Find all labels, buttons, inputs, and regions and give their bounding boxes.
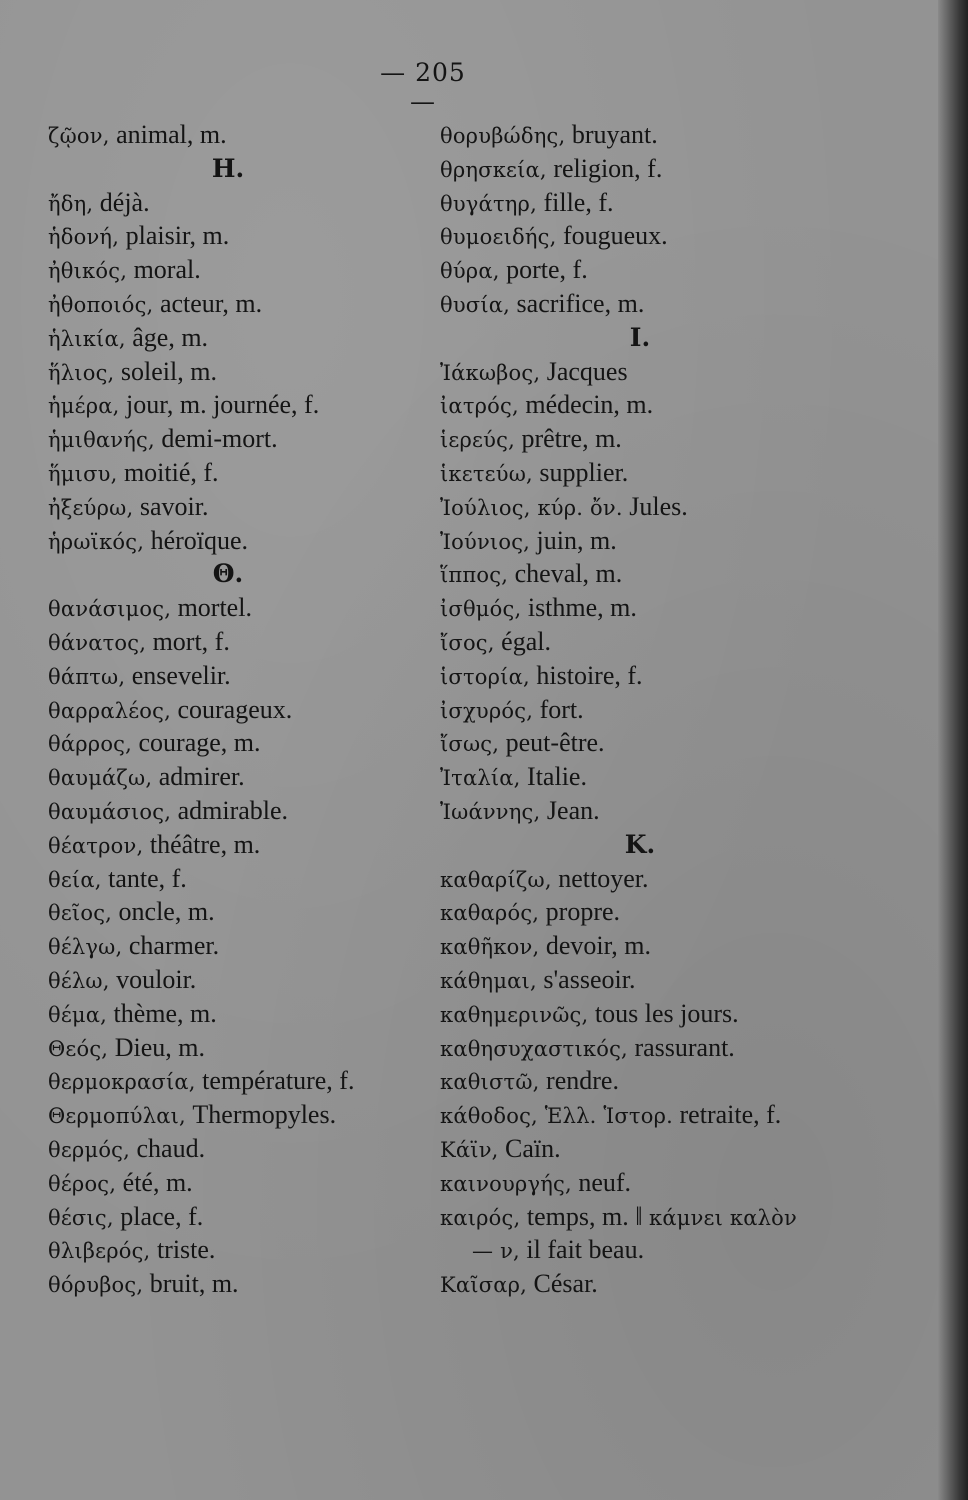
dictionary-entry bbox=[48, 355, 418, 389]
french-translation: médecin, m. bbox=[518, 390, 654, 420]
french-translation: devoir, m. bbox=[539, 931, 651, 961]
french-translation: Jacques bbox=[540, 356, 628, 386]
dictionary-entry bbox=[440, 219, 840, 253]
french-translation: Jules. bbox=[622, 491, 688, 521]
french-translation: rassurant. bbox=[627, 1032, 735, 1062]
dictionary-entry bbox=[440, 1200, 840, 1234]
greek-headword: ἠξεύρω, bbox=[48, 495, 134, 520]
greek-headword: θυσία, bbox=[440, 292, 511, 317]
french-translation: fille, f. bbox=[536, 187, 614, 217]
french-translation: histoire, f. bbox=[529, 660, 643, 690]
greek-headword: — ν, bbox=[472, 1239, 520, 1264]
dictionary-entry bbox=[48, 929, 418, 963]
dictionary-entry bbox=[48, 1166, 418, 1200]
dictionary-entry bbox=[48, 1064, 418, 1098]
french-translation: rendre. bbox=[539, 1066, 619, 1096]
dictionary-entry bbox=[48, 321, 418, 355]
dictionary-entry bbox=[440, 963, 840, 997]
french-translation: fougueux. bbox=[556, 221, 668, 251]
french-translation: s'asseoir. bbox=[536, 964, 636, 994]
greek-headword: ἴσος, bbox=[440, 630, 495, 655]
greek-headword: θάπτω, bbox=[48, 664, 126, 689]
greek-headword: καινουργής, bbox=[440, 1171, 572, 1196]
greek-headword: καθημερινῶς, bbox=[440, 1002, 589, 1027]
french-translation: Caïn. bbox=[498, 1133, 561, 1163]
french-translation: propre. bbox=[539, 897, 621, 927]
french-translation: plaisir, m. bbox=[119, 221, 230, 251]
french-translation: ensevelir. bbox=[125, 660, 231, 690]
french-translation: mortel. bbox=[171, 593, 252, 623]
french-translation: animal, m. bbox=[109, 120, 227, 149]
french-translation: soleil, m. bbox=[114, 356, 217, 386]
greek-headword: θερμοκρασία, bbox=[48, 1070, 196, 1095]
greek-headword: ἡδονή, bbox=[48, 225, 120, 250]
dictionary-entry bbox=[48, 997, 418, 1031]
dictionary-entry bbox=[48, 422, 418, 456]
french-translation: tante, f. bbox=[101, 863, 187, 893]
french-translation: vouloir. bbox=[109, 964, 197, 994]
dictionary-entry bbox=[440, 997, 840, 1031]
greek-headword: ἵππος, bbox=[440, 563, 509, 588]
french-translation: cheval, m. bbox=[508, 559, 623, 589]
french-translation: neuf. bbox=[571, 1167, 632, 1197]
dictionary-entry bbox=[440, 693, 840, 727]
french-translation: jour, m. journée, f. bbox=[119, 390, 320, 420]
dictionary-entry bbox=[440, 1166, 840, 1200]
french-translation: égal. bbox=[494, 626, 551, 656]
french-translation: tous les jours. bbox=[588, 998, 739, 1028]
french-translation: héroïque. bbox=[144, 525, 249, 555]
dictionary-entry bbox=[48, 591, 418, 625]
dictionary-entry bbox=[48, 388, 418, 422]
french-translation: acteur, m. bbox=[153, 288, 263, 318]
greek-headword: θαρραλέος, bbox=[48, 698, 171, 723]
greek-headword: ἱστορία, bbox=[440, 664, 530, 689]
french-translation: Jean. bbox=[540, 795, 600, 825]
greek-headword: θέσις, bbox=[48, 1205, 114, 1230]
greek-headword: καιρός, bbox=[440, 1205, 521, 1230]
dictionary-entry bbox=[440, 1098, 840, 1132]
french-translation: moral. bbox=[127, 255, 201, 285]
greek-headword: θυμοειδής, bbox=[440, 225, 557, 250]
greek-headword: θαυμάζω, bbox=[48, 766, 153, 791]
dictionary-entry bbox=[48, 760, 418, 794]
greek-headword: καθιστῶ, bbox=[440, 1070, 540, 1095]
greek-headword: θέλω, bbox=[48, 968, 110, 993]
french-translation: déjà. bbox=[93, 187, 150, 217]
greek-headword: Ἰάκωβος, bbox=[440, 360, 541, 385]
greek-headword: ἡμιθανής, bbox=[48, 428, 155, 453]
dictionary-entry bbox=[48, 118, 418, 152]
dictionary-entry bbox=[440, 490, 840, 524]
section-heading: Θ. bbox=[212, 559, 244, 589]
greek-headword: Ἰούνιος, bbox=[440, 529, 531, 554]
dictionary-entry bbox=[440, 726, 840, 760]
greek-headword: Ἰταλία, bbox=[440, 766, 521, 791]
french-translation: demi-mort. bbox=[154, 424, 278, 454]
greek-headword: Κάϊν, bbox=[440, 1137, 499, 1162]
greek-headword: ἴσως, bbox=[440, 732, 500, 757]
dictionary-entry bbox=[440, 287, 840, 321]
dictionary-entry bbox=[48, 253, 418, 287]
french-translation: triste. bbox=[150, 1235, 216, 1265]
greek-headword: θέρος, bbox=[48, 1171, 117, 1196]
dictionary-entry bbox=[48, 625, 418, 659]
greek-headword: θλιβερός, bbox=[48, 1239, 151, 1264]
dictionary-entry bbox=[48, 186, 418, 220]
french-translation: température, f. bbox=[195, 1066, 355, 1096]
dictionary-entry bbox=[48, 659, 418, 693]
dictionary-entry bbox=[440, 862, 840, 896]
french-translation: retraite, f. bbox=[673, 1100, 782, 1130]
right-column bbox=[440, 118, 840, 1301]
french-translation: admirer. bbox=[152, 762, 245, 792]
dictionary-entry bbox=[440, 794, 840, 828]
french-translation: nettoyer. bbox=[551, 863, 649, 893]
greek-headword: ἱκετεύω, bbox=[440, 461, 533, 486]
french-translation: porte, f. bbox=[499, 255, 588, 285]
dictionary-entry bbox=[440, 1031, 840, 1065]
greek-headword: κάθοδος, Ἑλλ. Ἱστορ. bbox=[440, 1104, 674, 1129]
greek-headword: Καῖσαρ, bbox=[440, 1273, 528, 1298]
french-translation: oncle, m. bbox=[112, 897, 215, 927]
dictionary-entry bbox=[48, 862, 418, 896]
greek-headword: θανάσιμος, bbox=[48, 597, 172, 622]
dictionary-entry bbox=[440, 929, 840, 963]
dictionary-entry bbox=[440, 253, 840, 287]
french-translation: théâtre, m. bbox=[143, 829, 261, 859]
dictionary-entry bbox=[440, 388, 840, 422]
french-translation: courageux. bbox=[170, 694, 293, 724]
french-translation: chaud. bbox=[130, 1133, 206, 1163]
greek-headword: καθαρός, bbox=[440, 901, 540, 926]
greek-headword: ἰσθμός, bbox=[440, 597, 522, 622]
greek-headword: Ἰωάννης, bbox=[440, 799, 541, 824]
dictionary-entry bbox=[440, 760, 840, 794]
french-translation: supplier. bbox=[532, 457, 629, 487]
greek-headword: ἡρωϊκός, bbox=[48, 529, 145, 554]
greek-headword: ἰσχυρός, bbox=[440, 698, 534, 723]
french-translation: religion, f. bbox=[546, 153, 663, 183]
french-translation: il fait beau. bbox=[519, 1235, 645, 1265]
greek-headword: θέλγω, bbox=[48, 935, 123, 960]
greek-phrase: κάμνει καλὸν bbox=[649, 1205, 797, 1230]
greek-headword: θόρυβος, bbox=[48, 1273, 144, 1298]
greek-headword: θυγάτηρ, bbox=[440, 191, 537, 216]
greek-headword: θάνατος, bbox=[48, 630, 147, 655]
dictionary-entry bbox=[440, 355, 840, 389]
greek-headword: θέμα, bbox=[48, 1002, 108, 1027]
dictionary-entry bbox=[440, 152, 840, 186]
dictionary-entry bbox=[440, 186, 840, 220]
dictionary-entry bbox=[48, 1200, 418, 1234]
french-translation: prêtre, m. bbox=[514, 424, 622, 454]
dictionary-entry bbox=[440, 1267, 840, 1301]
page-edge-shadow bbox=[938, 0, 968, 1500]
section-heading: I. bbox=[629, 322, 651, 352]
french-translation: place, f. bbox=[113, 1201, 204, 1231]
dictionary-entry bbox=[48, 963, 418, 997]
french-translation: âge, m. bbox=[125, 322, 209, 352]
greek-headword: ἥλιος, bbox=[48, 360, 115, 385]
dictionary-entry bbox=[48, 693, 418, 727]
greek-headword: θαυμάσιος, bbox=[48, 799, 172, 824]
greek-headword: Θεός, bbox=[48, 1036, 109, 1061]
french-translation: juin, m. bbox=[530, 525, 617, 555]
dictionary-entry bbox=[48, 456, 418, 490]
greek-headword: Θερμοπύλαι, bbox=[48, 1104, 186, 1129]
dictionary-entry bbox=[440, 524, 840, 558]
greek-headword: ἡλικία, bbox=[48, 326, 126, 351]
dictionary-entry bbox=[48, 524, 418, 558]
dictionary-entry bbox=[440, 591, 840, 625]
greek-headword: θάρρος, bbox=[48, 732, 132, 757]
dictionary-entry bbox=[48, 1233, 418, 1267]
french-translation: César. bbox=[527, 1269, 598, 1299]
french-translation: courage, m. bbox=[132, 728, 261, 758]
page-number: — 205 — bbox=[380, 58, 466, 116]
french-translation: charmer. bbox=[122, 931, 220, 961]
dictionary-entry bbox=[440, 1233, 840, 1267]
greek-headword: θερμός, bbox=[48, 1137, 130, 1162]
dictionary-entry bbox=[440, 659, 840, 693]
french-translation: bruyant. bbox=[565, 120, 658, 149]
french-translation: moitié, f. bbox=[117, 457, 219, 487]
dictionary-entry bbox=[440, 557, 840, 591]
dictionary-entry bbox=[48, 287, 418, 321]
french-translation: été, m. bbox=[116, 1167, 193, 1197]
french-translation: sacrifice, m. bbox=[510, 288, 645, 318]
greek-headword: ἥμισυ, bbox=[48, 461, 118, 486]
french-translation: Dieu, m. bbox=[108, 1032, 205, 1062]
dictionary-entry bbox=[48, 1132, 418, 1166]
greek-headword: θέατρον, bbox=[48, 833, 144, 858]
dictionary-entry bbox=[440, 456, 840, 490]
dictionary-entry bbox=[48, 726, 418, 760]
dictionary-entry bbox=[48, 794, 418, 828]
french-translation: peut-être. bbox=[499, 728, 605, 758]
greek-headword: καθησυχαστικός, bbox=[440, 1036, 628, 1061]
dictionary-entry bbox=[440, 422, 840, 456]
french-translation: bruit, m. bbox=[143, 1269, 239, 1299]
dictionary-entry bbox=[440, 118, 840, 152]
dictionary-entry bbox=[440, 1064, 840, 1098]
dictionary-entry bbox=[48, 828, 418, 862]
greek-headword: καθῆκον, bbox=[440, 935, 540, 960]
french-translation: fort. bbox=[533, 694, 584, 724]
french-translation: savoir. bbox=[133, 491, 209, 521]
dictionary-entry bbox=[48, 490, 418, 524]
greek-headword: ἰατρός, bbox=[440, 394, 519, 419]
dictionary-entry bbox=[48, 1267, 418, 1301]
french-translation: mort, f. bbox=[146, 626, 230, 656]
dictionary-entry bbox=[48, 1098, 418, 1132]
section-heading: K. bbox=[624, 829, 656, 859]
french-translation: isthme, m. bbox=[521, 593, 637, 623]
left-column bbox=[48, 118, 418, 1301]
greek-headword: θορυβώδης, bbox=[440, 124, 566, 148]
greek-headword: θεῖος, bbox=[48, 901, 113, 926]
french-translation: Thermopyles. bbox=[185, 1100, 337, 1130]
section-heading: Η. bbox=[211, 153, 245, 183]
greek-headword: ἠθοποιός, bbox=[48, 292, 154, 317]
dictionary-entry bbox=[440, 895, 840, 929]
greek-headword: καθαρίζω, bbox=[440, 867, 552, 892]
greek-headword: ἱερεύς, bbox=[440, 428, 515, 453]
dictionary-entry bbox=[48, 1031, 418, 1065]
greek-headword: ἡμέρα, bbox=[48, 394, 120, 419]
greek-headword: Ἰούλιος, κύρ. ὄν. bbox=[440, 495, 623, 520]
dictionary-entry bbox=[440, 625, 840, 659]
french-translation: temps, m. ‖ bbox=[520, 1201, 650, 1231]
greek-headword: θεία, bbox=[48, 867, 102, 892]
dictionary-entry bbox=[440, 1132, 840, 1166]
french-translation: admirable. bbox=[171, 795, 289, 825]
greek-headword: θύρα, bbox=[440, 259, 500, 284]
french-translation: thème, m. bbox=[107, 998, 217, 1028]
greek-headword: θρησκεία, bbox=[440, 157, 547, 182]
dictionary-entry bbox=[48, 895, 418, 929]
greek-headword: κάθημαι, bbox=[440, 968, 537, 993]
greek-headword: ἤδη, bbox=[48, 191, 94, 216]
french-translation: Italie. bbox=[520, 762, 587, 792]
dictionary-entry bbox=[48, 219, 418, 253]
greek-headword: ζῷον, bbox=[48, 124, 110, 148]
greek-headword: ἠθικός, bbox=[48, 259, 128, 284]
